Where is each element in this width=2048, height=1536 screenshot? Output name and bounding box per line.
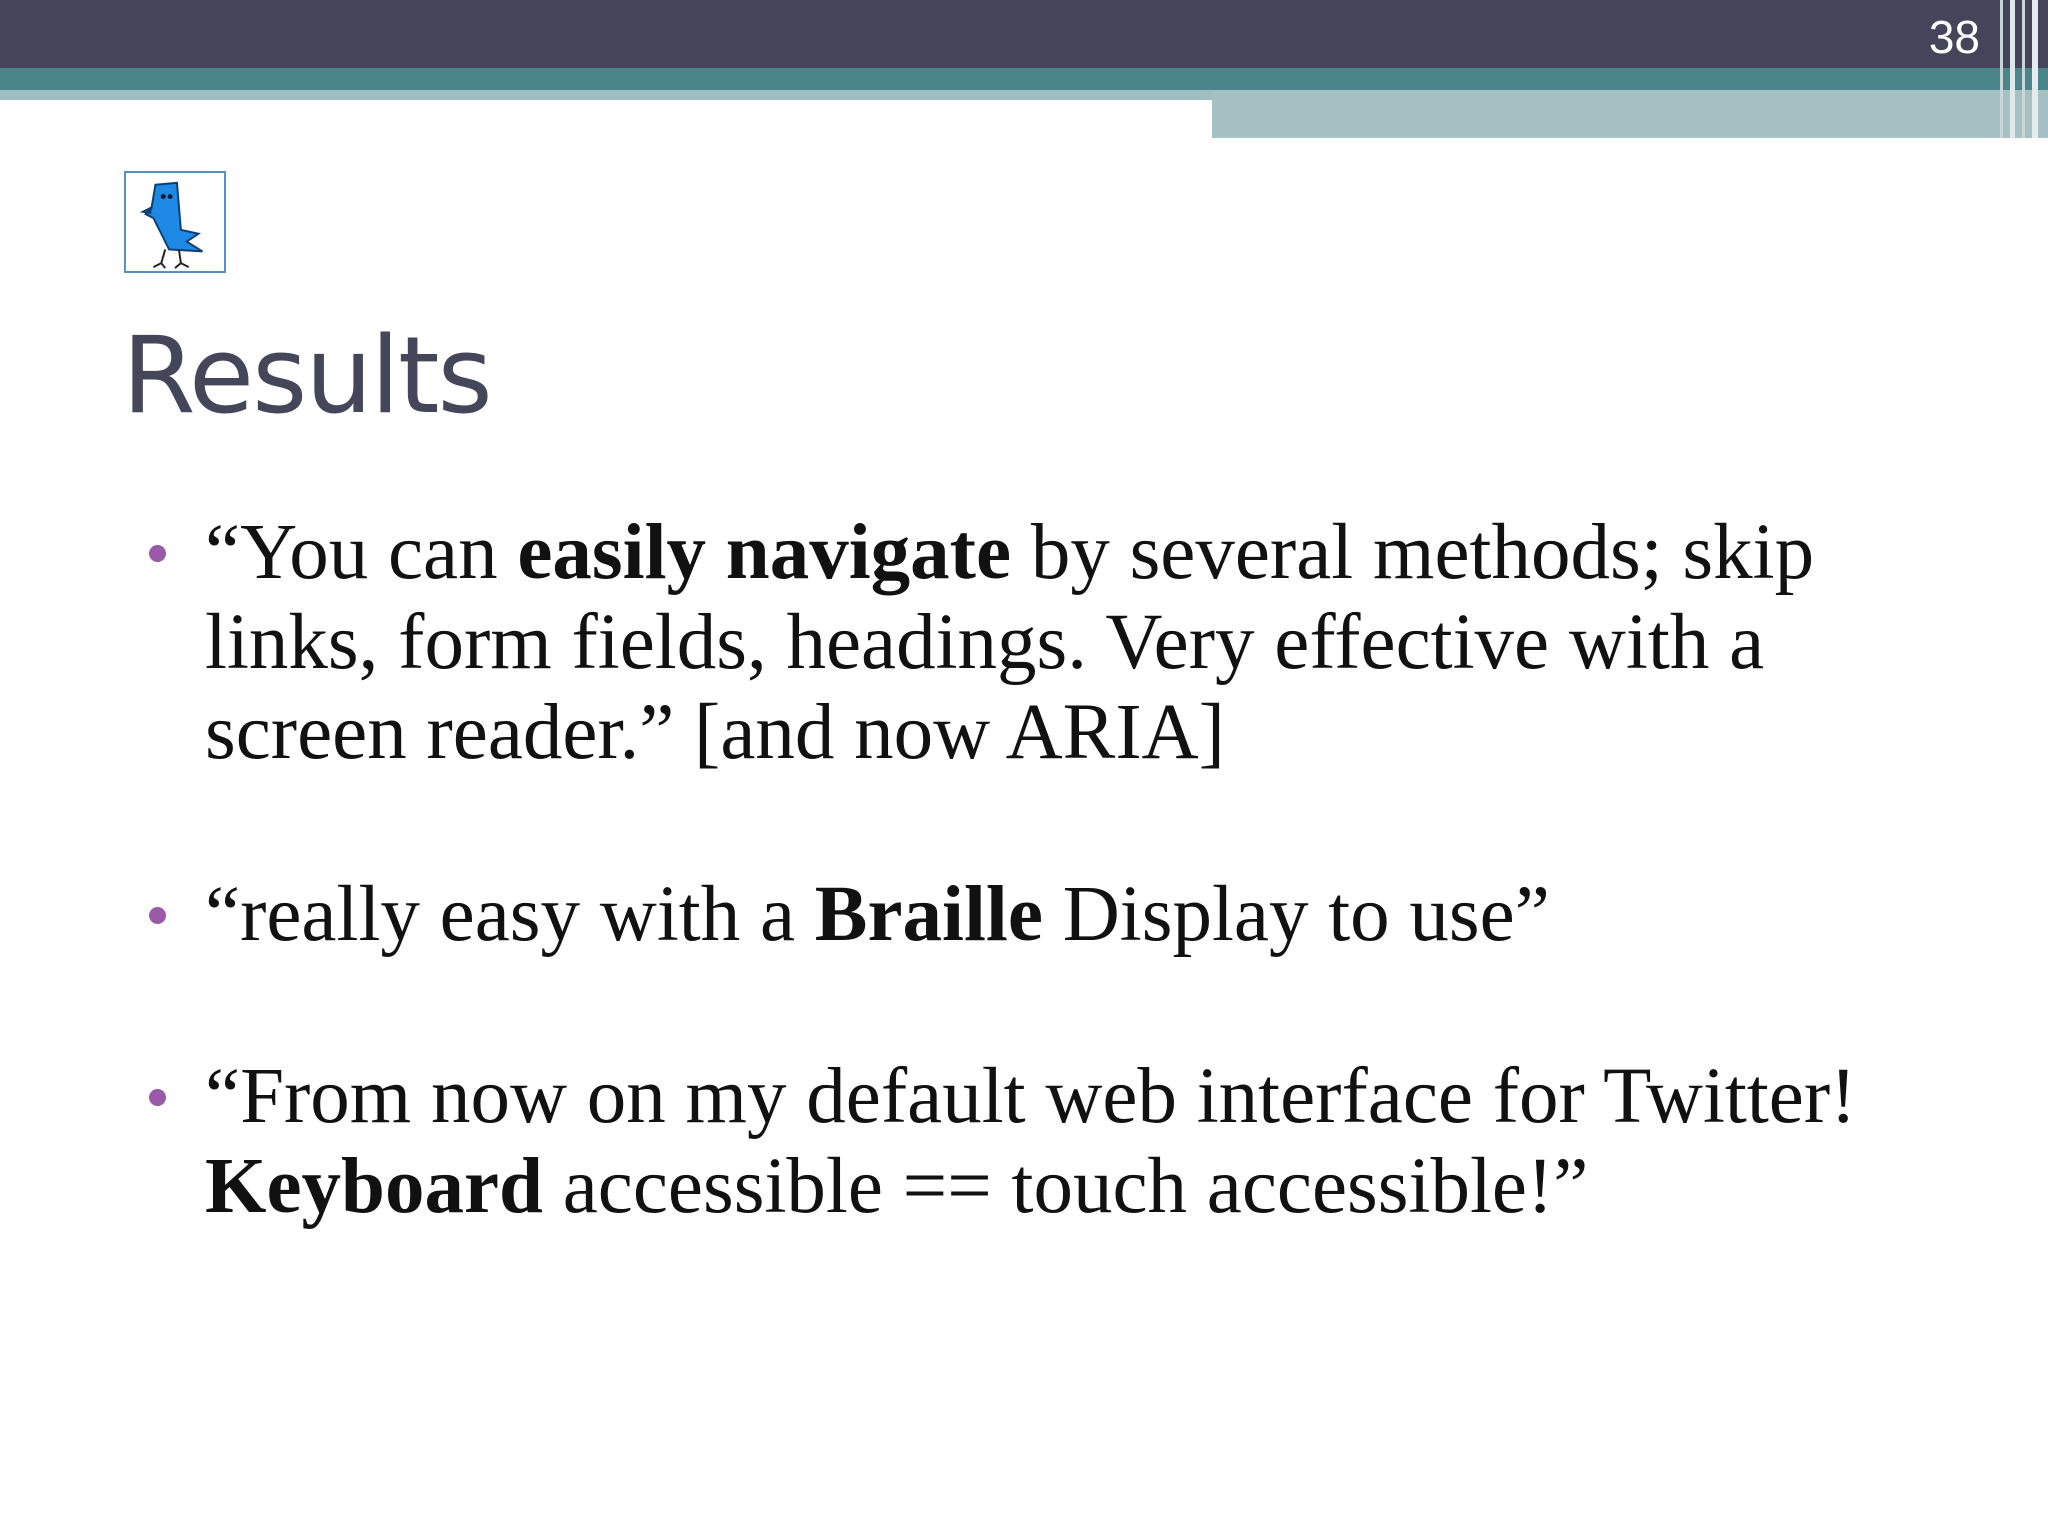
bullet-bold-text: Keyboard	[205, 1143, 543, 1230]
bullet-dot-icon	[149, 545, 166, 562]
bullet-item-3	[145, 1052, 1965, 1232]
bird-icon	[124, 171, 226, 273]
bullet-bold-text: Braille	[814, 871, 1043, 958]
bullet-text: “You can	[205, 509, 518, 596]
top-banner-dark	[0, 0, 2048, 68]
bullet-dot-icon	[149, 907, 166, 924]
slide-number: 38	[1928, 11, 1980, 63]
decorative-vertical-lines	[1986, 0, 2048, 138]
bullet-text: “really easy with a	[205, 871, 815, 958]
slide-title: Results	[122, 314, 491, 437]
top-banner-teal	[0, 68, 2048, 90]
bullet-item-1	[145, 508, 1965, 778]
bullet-text: by several methods; skip links, form fields, headings. Very effective with a screen reader.” [and now ARIA]	[205, 509, 1815, 776]
bullet-text: Display to use”	[1042, 871, 1550, 958]
bullet-dot-icon	[149, 1089, 166, 1106]
top-banner-light-block	[1212, 90, 2048, 138]
top-banner-light-strip	[0, 90, 1212, 100]
bullet-text: “From now on my default web interface for Twitter!	[205, 1053, 1857, 1140]
bullet-item-2	[145, 870, 1965, 960]
bullet-bold-text: easily navigate	[517, 509, 1012, 596]
bullet-list	[145, 508, 1965, 1232]
bullet-text: accessible == touch accessible!”	[542, 1143, 1589, 1230]
